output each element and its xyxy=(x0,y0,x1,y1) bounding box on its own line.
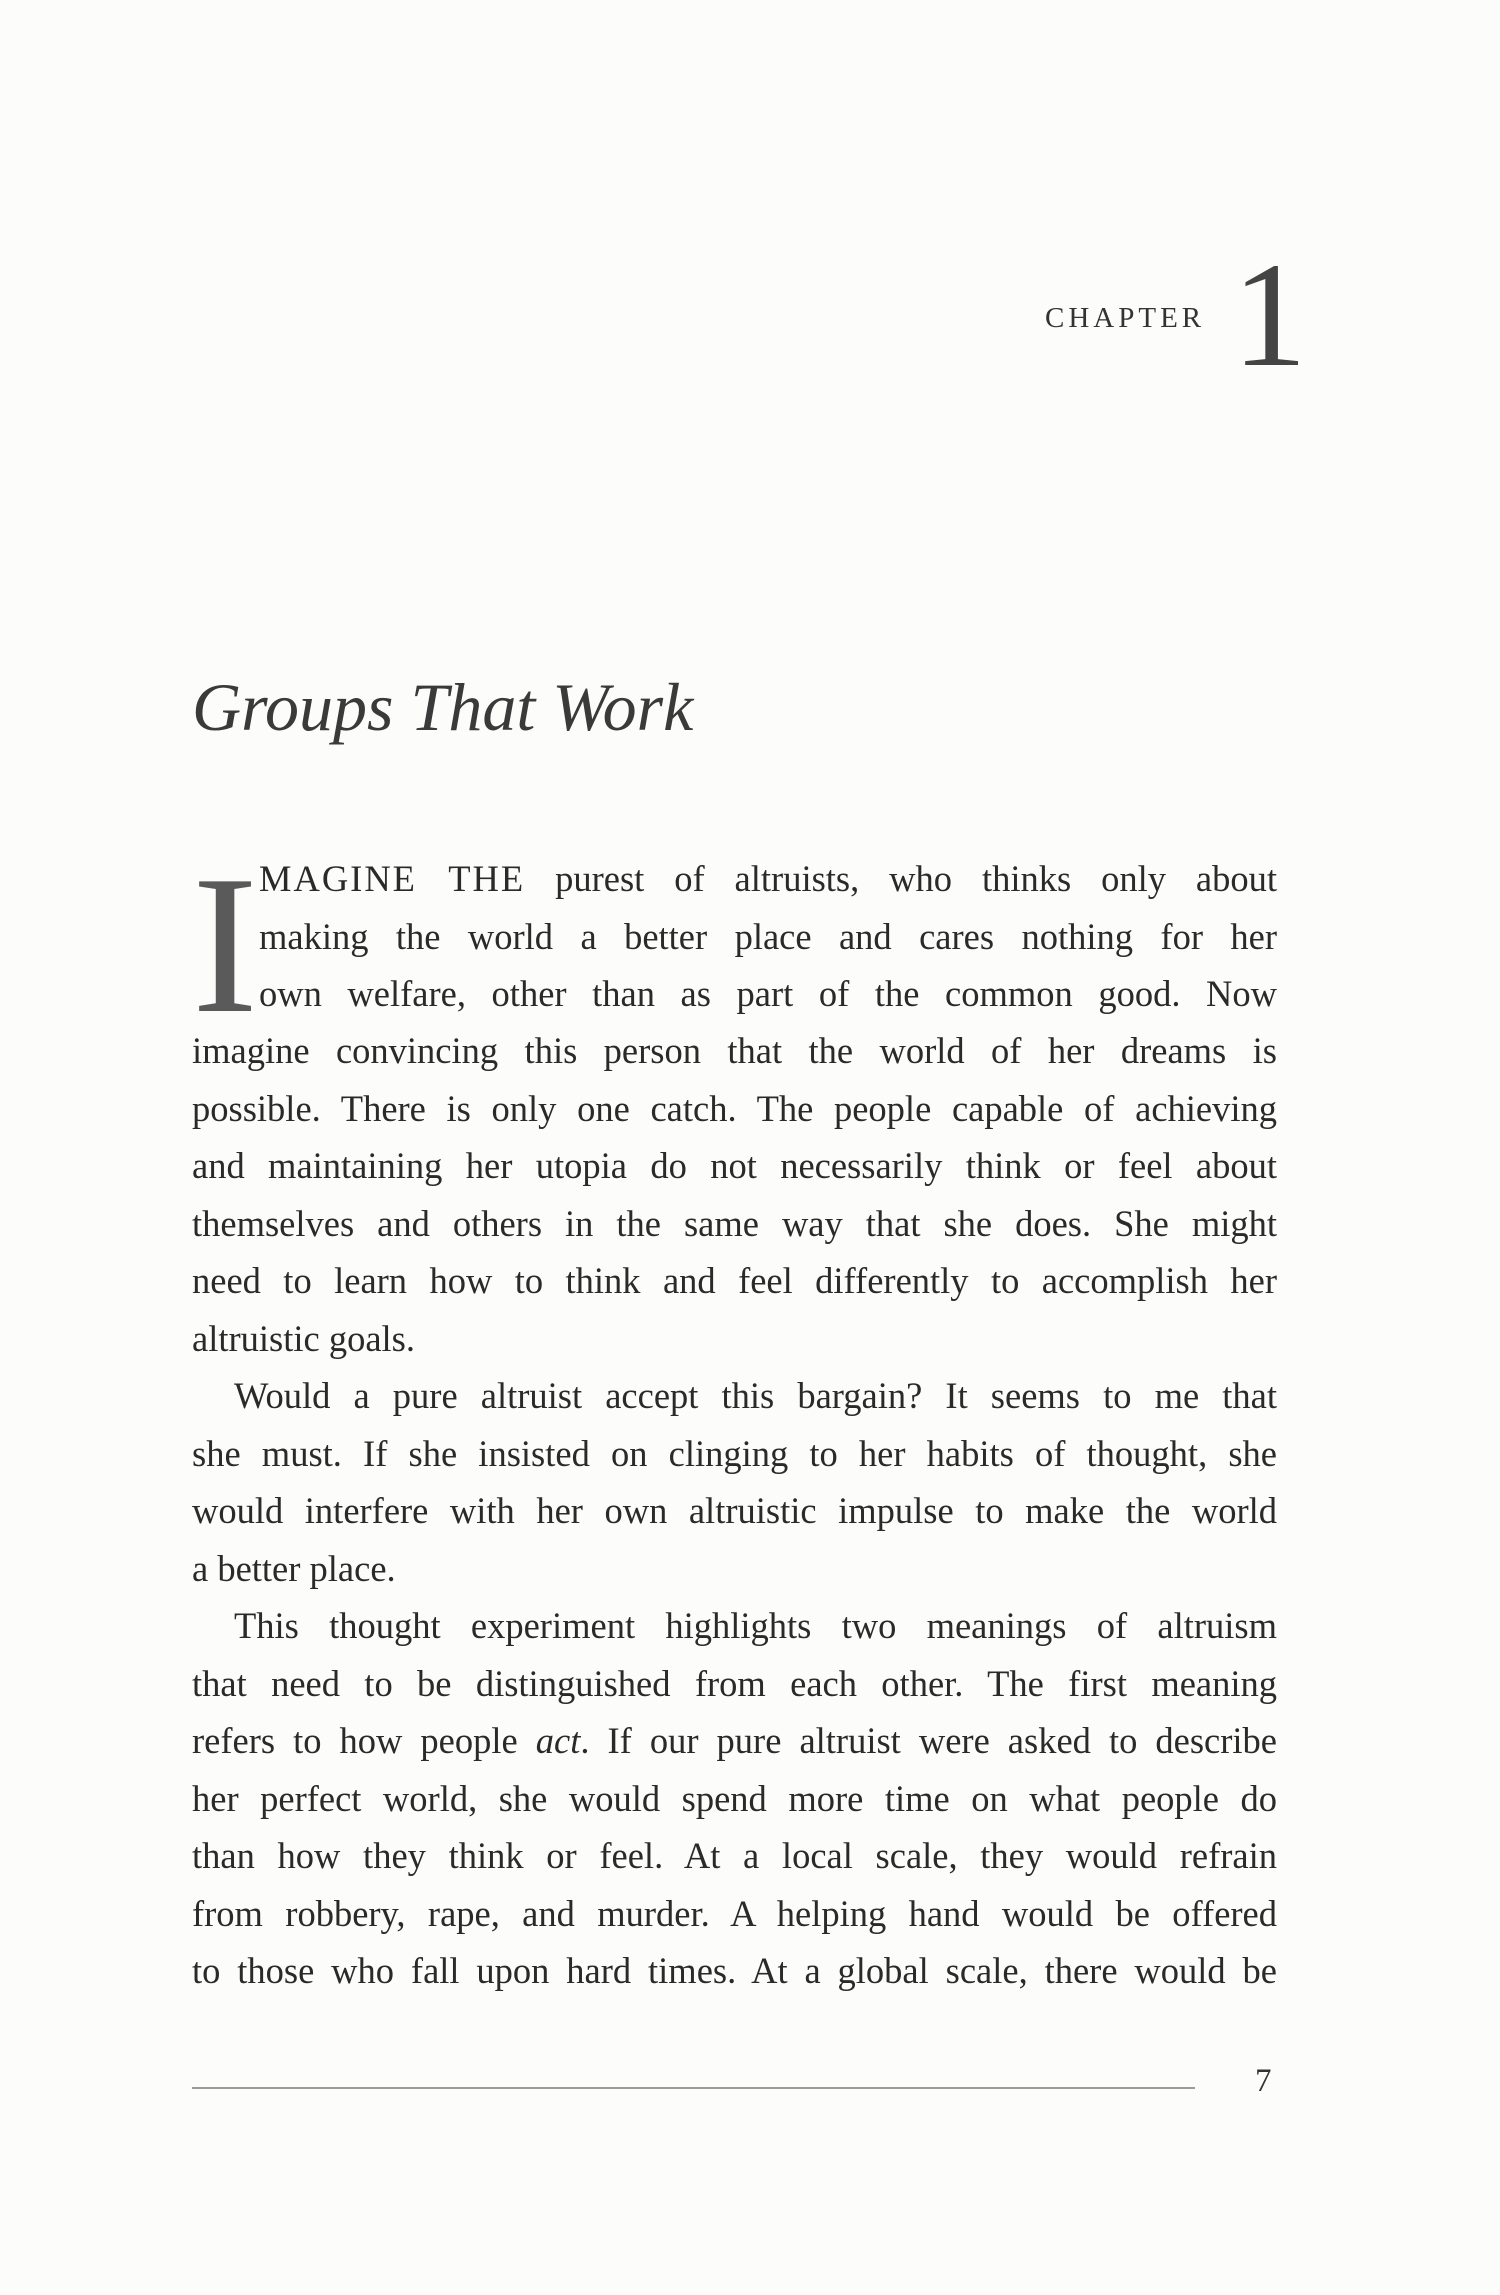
text-line: she must. If she insisted on clinging to her habits of thought, she xyxy=(192,1432,1277,1474)
text-line: than how they think or feel. At a local scale, they would refrain xyxy=(192,1835,1277,1876)
text-fragment: refers to how people xyxy=(192,1720,536,1761)
chapter-title: Groups That Work xyxy=(192,669,694,745)
text-fragment: . If our pure altruist were asked to describe xyxy=(580,1720,1277,1761)
text-line: from robbery, rape, and murder. A helping hand would be offered xyxy=(192,1892,1277,1934)
text-line: This thought experiment highlights two meanings of altruism xyxy=(234,1605,1277,1646)
text-line: that need to be distinguished from each other. The first meaning xyxy=(192,1662,1277,1704)
text-line: altruistic goals. xyxy=(192,1317,416,1359)
text-line: possible. There is only one catch. The people capable of achieving xyxy=(192,1087,1277,1129)
text-fragment: purest of altruists, who thinks only about xyxy=(525,858,1278,899)
page-number: 7 xyxy=(1255,2063,1272,2099)
text-line xyxy=(259,850,1277,908)
text-line: imagine convincing this person that the world of her dreams is xyxy=(192,1030,1277,1071)
text-line xyxy=(192,1712,1277,1770)
body-text xyxy=(192,835,1278,2000)
text-line: and maintaining her utopia do not necessarily think or feel about xyxy=(192,1145,1277,1186)
chapter-number: 1 xyxy=(1232,232,1307,398)
text-line: would interfere with her own altruistic impulse to make the world xyxy=(192,1490,1277,1531)
chapter-label: CHAPTER xyxy=(1045,302,1206,334)
text-line: a better place. xyxy=(192,1547,396,1589)
text-line: her perfect world, she would spend more time on what people do xyxy=(192,1777,1277,1819)
footer-rule xyxy=(192,2087,1195,2089)
text-line: themselves and others in the same way that she does. She might xyxy=(192,1202,1277,1244)
text-line: to those who fall upon hard times. At a global scale, there would be xyxy=(192,1950,1277,1991)
drop-cap: I xyxy=(192,835,258,1054)
drop-cap-lines xyxy=(259,850,1277,1023)
text-line: making the world a better place and cares nothing for her xyxy=(259,915,1277,957)
text-line: own welfare, other than as part of the common good. Now xyxy=(259,973,1277,1014)
text-line: Would a pure altruist accept this bargain? It seems to me that xyxy=(234,1375,1277,1416)
emphasis-act: act xyxy=(535,1720,581,1761)
text-line: need to learn how to think and feel differently to accomplish her xyxy=(192,1260,1277,1301)
lead-in: MAGINE THE xyxy=(259,858,526,899)
